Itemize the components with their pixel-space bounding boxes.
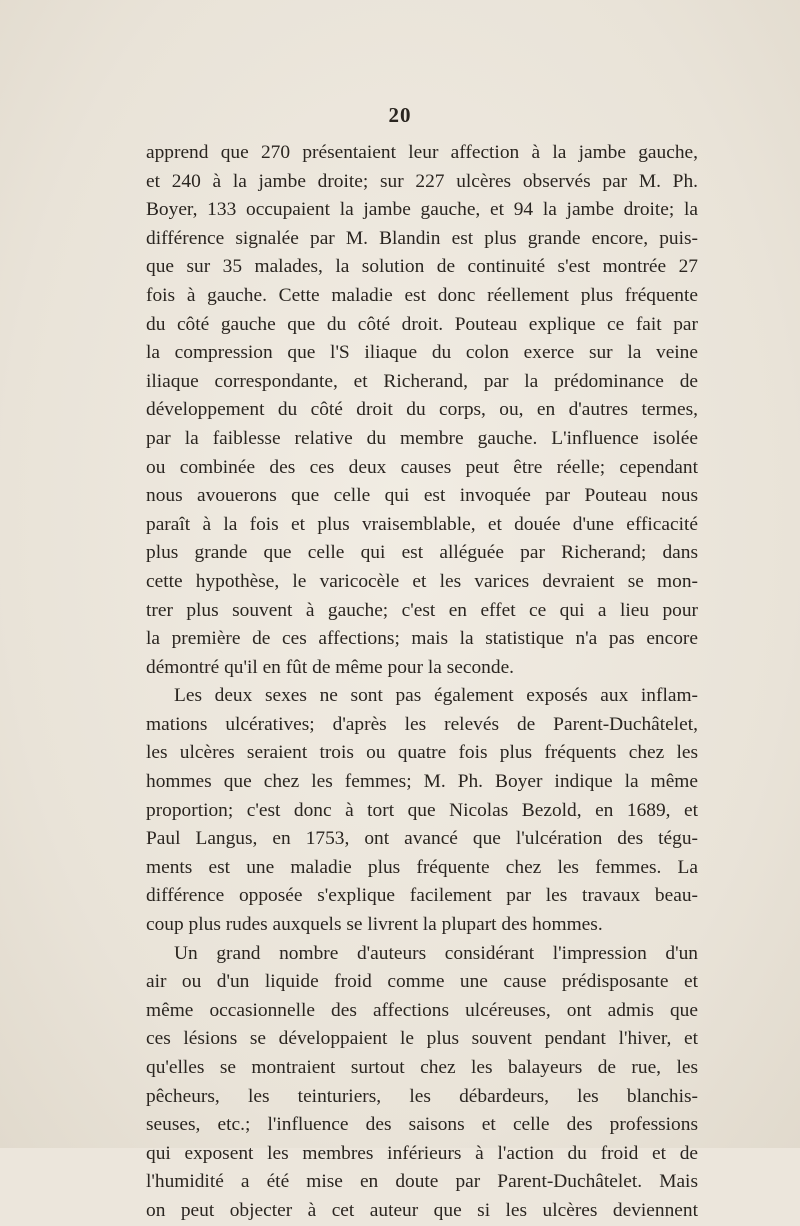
text-line: hommes que chez les femmes; M. Ph. Boyer indique la même <box>146 771 698 793</box>
text-line: la première de ces affections; mais la statistique n'a pas encore <box>146 628 698 650</box>
text-line: seuses, etc.; l'influence des saisons et celle des professions <box>146 1114 698 1136</box>
text-line: même occasionnelle des affections ulcéreuses, ont admis que <box>146 999 698 1021</box>
text-line: proportion; c'est donc à tort que Nicolas Bezold, en 1689, et <box>146 799 698 821</box>
text-line: Boyer, 133 occupaient la jambe gauche, et 94 la jambe droite; la <box>146 199 698 221</box>
text-line: différence opposée s'explique facilement par les travaux beau- <box>146 885 698 907</box>
text-line: développement du côté droit du corps, ou, en d'autres termes, <box>146 399 698 421</box>
page-number: 20 <box>388 103 412 127</box>
text-line: on peut objecter à cet auteur que si les ulcères deviennent <box>146 1199 698 1221</box>
text-line: la compression que l'S iliaque du colon exerce sur la veine <box>146 342 698 364</box>
text-line: plus grande que celle qui est alléguée par Richerand; dans <box>146 542 698 564</box>
text-line: ou combinée des ces deux causes peut être réelle; cependant <box>146 456 698 478</box>
text-line: qui exposent les membres inférieurs à l'action du froid et de <box>146 1142 698 1164</box>
text-line: air ou d'un liquide froid comme une cause prédisposante et <box>146 971 698 993</box>
text-line: fois à gauche. Cette maladie est donc réellement plus fréquente <box>146 284 698 306</box>
text-line: cette hypothèse, le varicocèle et les varices devraient se mon- <box>146 570 698 592</box>
text-line: différence signalée par M. Blandin est plus grande encore, puis- <box>146 227 698 249</box>
text-line: Un grand nombre d'auteurs considérant l'impression d'un <box>174 942 698 964</box>
text-line: et 240 à la jambe droite; sur 227 ulcères observés par M. Ph. <box>146 170 698 192</box>
text-line: Paul Langus, en 1753, ont avancé que l'ulcération des tégu- <box>146 828 698 850</box>
text-line: ces lésions se développaient le plus souvent pendant l'hiver, et <box>146 1028 698 1050</box>
text-line: iliaque correspondante, et Richerand, par la prédominance de <box>146 370 698 392</box>
text-line: démontré qu'il en fût de même pour la seconde. <box>146 656 515 678</box>
text-line: mations ulcératives; d'après les relevés de Parent-Duchâtelet, <box>146 713 698 735</box>
text-line: apprend que 270 présentaient leur affection à la jambe gauche, <box>146 142 698 163</box>
text-line: du côté gauche que du côté droit. Pouteau explique ce fait par <box>146 313 698 335</box>
text-line: nous avouerons que celle qui est invoquée par Pouteau nous <box>146 485 698 507</box>
text-line: pêcheurs, les teinturiers, les débardeurs, les blanchis- <box>146 1085 698 1107</box>
text-line: Les deux sexes ne sont pas également exposés aux inflam- <box>174 685 698 707</box>
body-text <box>146 139 698 1226</box>
text-line: par la faiblesse relative du membre gauche. L'influence isolée <box>146 427 698 449</box>
text-line: qu'elles se montraient surtout chez les balayeurs de rue, les <box>146 1057 698 1078</box>
text-line: ments est une maladie plus fréquente chez les femmes. La <box>146 856 698 878</box>
text-line: paraît à la fois et plus vraisemblable, et douée d'une efficacité <box>146 513 698 535</box>
text-line: coup plus rudes auxquels se livrent la plupart des hommes. <box>146 914 603 936</box>
text-line: que sur 35 malades, la solution de continuité s'est montrée 27 <box>146 256 698 278</box>
text-line: trer plus souvent à gauche; c'est en effet ce qui a lieu pour <box>146 599 698 621</box>
text-line: l'humidité a été mise en doute par Parent-Duchâtelet. Mais <box>146 1171 698 1193</box>
text-line: les ulcères seraient trois ou quatre fois plus fréquents chez les <box>146 742 698 764</box>
